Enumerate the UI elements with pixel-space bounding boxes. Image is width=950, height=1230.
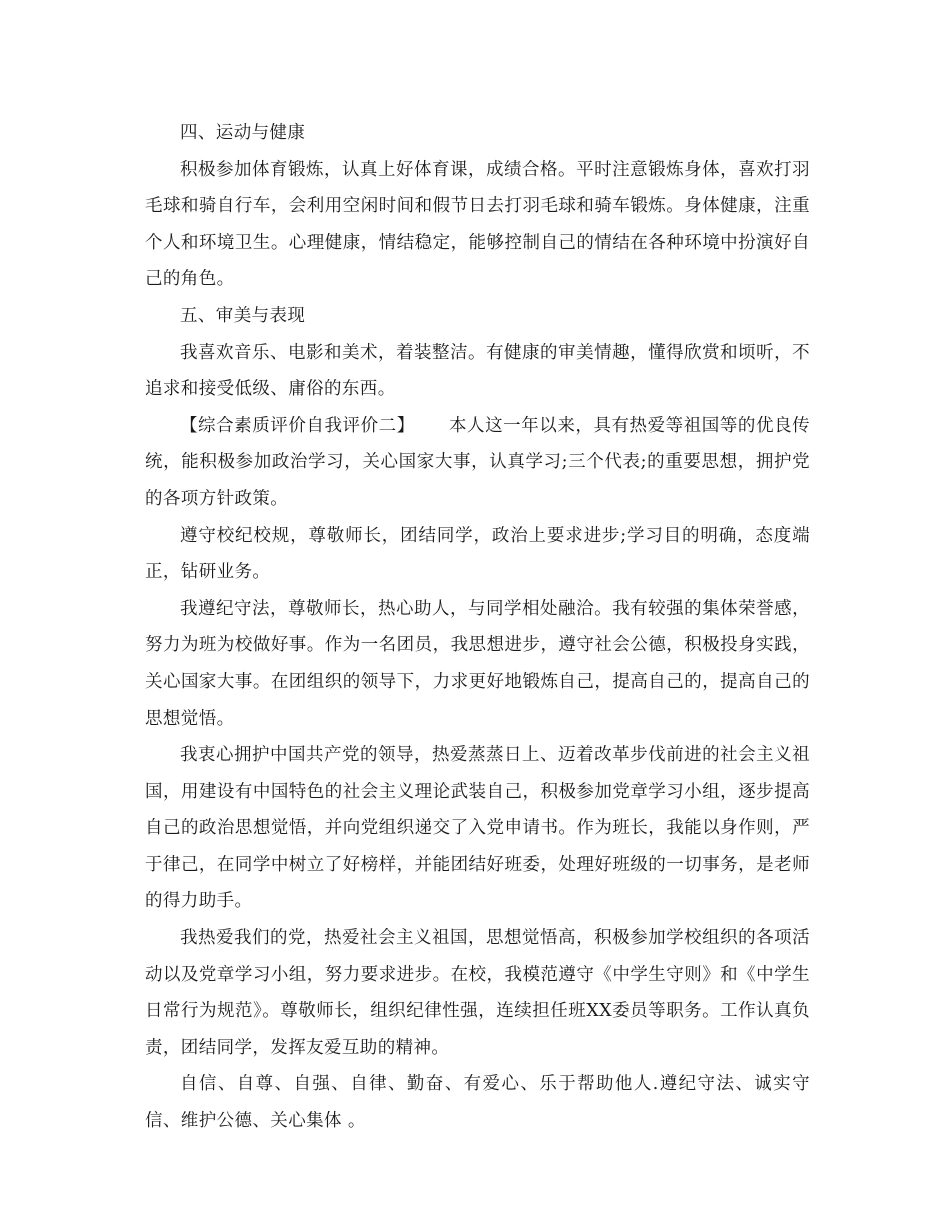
section-heading-aesthetics: 五、审美与表现 [180, 305, 306, 326]
paragraph-self-confidence: 自信、自尊、自强、自律、勤奋、有爱心、乐于帮助他人.遵纪守法、诚实守信、维护公德、关心集体 。 [145, 1074, 810, 1132]
section-heading-sports-health: 四、运动与健康 [180, 123, 306, 143]
evaluation-two-text: 本人这一年以来，具有热爱等祖国等的优良传统，能积极参加政治学习，关心国家大事，认真学习;三个代表;的重要思想，拥护党的各项方针政策。 [145, 415, 811, 509]
paragraph-law-abiding: 我遵纪守法，尊敬师长，热心助人，与同学相处融洽。我有较强的集体荣誉感，努力为班为校做好事。作为一名团员，我思想进步，遵守社会公德，积极投身实践，关心国家大事。在团组织的领导下，力求更好地锻炼自己，提高自己的，提高自己的思想觉悟。 [145, 598, 810, 729]
paragraph-self-evaluation-two [145, 408, 810, 518]
paragraph-discipline: 遵守校纪校规，尊敬师长，团结同学，政治上要求进步;学习目的明确，态度端正，钻研业务。 [145, 525, 810, 583]
document-body [145, 115, 810, 1140]
paragraph-love-party: 我热爱我们的党，热爱社会主义祖国，思想觉悟高，积极参加学校组织的各项活动以及党章学习小组，努力要求进步。在校，我模范遵守《中学生守则》和《中学生日常行为规范》。尊敬师长，组织纪律性强，连续担任班XX委员等职务。工作认真负责，团结同学，发挥友爱互助的精神。 [145, 928, 810, 1058]
evaluation-two-heading: 【综合素质评价自我评价二】 [180, 415, 415, 436]
paragraph-sports-health: 积极参加体育锻炼，认真上好体育课，成绩合格。平时注意锻炼身体，喜欢打羽毛球和骑自行车，会利用空闲时间和假节日去打羽毛球和骑车锻炼。身体健康，注重个人和环境卫生。心理健康，情结稳定，能够控制自己的情结在各种环境中扮演好自己的角色。 [145, 159, 810, 290]
paragraph-party-support: 我衷心拥护中国共产党的领导，热爱蒸蒸日上、迈着改革步伐前进的社会主义祖国，用建设有中国特色的社会主义理论武装自己，积极参加党章学习小组，逐步提高自己的政治思想觉悟，并向党组织递交了入党申请书。作为班长，我能以身作则，严于律己，在同学中树立了好榜样，并能团结好班委，处理好班级的一切事务，是老师的得力助手。 [145, 745, 810, 912]
paragraph-aesthetics: 我喜欢音乐、电影和美术，着装整洁。有健康的审美情趣，懂得欣赏和顷听，不追求和接受低级、庸俗的东西。 [145, 342, 810, 400]
